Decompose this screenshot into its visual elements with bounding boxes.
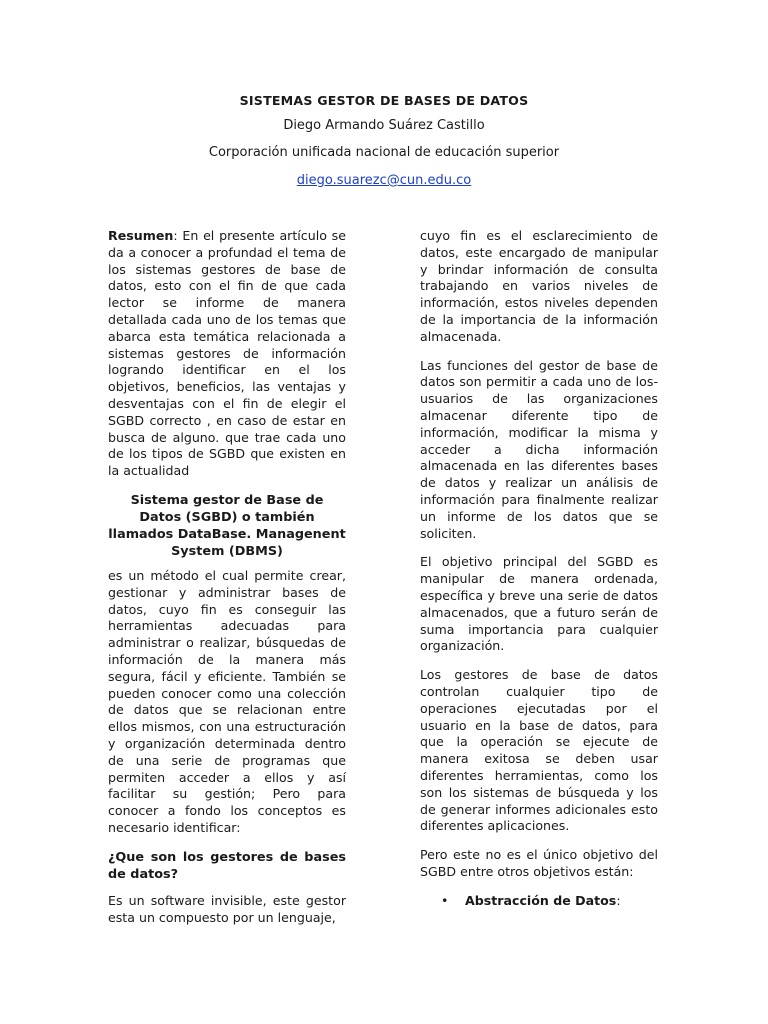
author-email: [0, 173, 768, 190]
objectives-list: [420, 893, 658, 910]
author-name: Diego Armando Suárez Castillo: [283, 118, 485, 133]
bullet-label: Abstracción de Datos: [465, 892, 617, 908]
list-item: [420, 893, 658, 910]
bullet-suffix: :: [616, 892, 621, 908]
gestores-paragraph: Es un software invisible, este gestor esta un compuesto por un lenguaje,: [108, 892, 346, 925]
affiliation: Corporación unificada nacional de educación superior: [208, 145, 560, 160]
paper-title: SISTEMAS GESTOR DE BASES DE DATOS: [239, 93, 529, 108]
abstract-label: Resumen: [108, 228, 174, 243]
section-heading-sgbd: Sistema gestor de Base de Datos (SGBD) o también llamados DataBase. Managenent System (DBMS): [108, 492, 346, 559]
right-paragraph-5: Pero este no es el único objetivo del SGBD entre otros objetivos están:: [420, 847, 658, 879]
bullet-icon: •: [441, 892, 449, 908]
right-paragraph-2: Las funciones del gestor de base de datos son permitir a cada uno de los- usuarios de las organizaciones almacenar diferente tipo de información, modificar la misma y acceder a dicha información almacenada en las diferentes bases de datos y realizar un análisis de información para finalmente realizar un informe de los datos que se soliciten.: [420, 357, 658, 541]
left-column: [108, 228, 346, 938]
right-paragraph-3: El objetivo principal del SGBD es manipular de manera ordenada, específica y breve una serie de datos almacenados, que a futuro serán de suma importancia para cualquier organización.: [420, 554, 658, 654]
abstract-paragraph: [108, 228, 346, 480]
section-heading-gestores: ¿Que son los gestores de bases de datos?: [108, 849, 346, 882]
right-column: [420, 228, 658, 909]
email-link[interactable]: diego.suarezc@cun.edu.co: [296, 173, 472, 188]
abstract-text: : En el presente artículo se da a conocer a profundad el tema de los sistemas gestores de base de datos, esto con el fin de que cada lector se informe de manera detallada cada uno de los temas que abarca esta temática relacionada a sistemas gestores de información logrando identificar en el los objetivos, beneficios, las ventajas y desventajas con el fin de elegir el SGBD correcto , en caso de estar en busca de alguno. que trae cada uno de los tipos de SGBD que existen en la actualidad: [108, 228, 346, 479]
right-paragraph-1: cuyo fin es el esclarecimiento de datos, este encargado de manipular y brindar información de consulta trabajando en varios niveles de información, estos niveles dependen de la importancia de la información almacenada.: [420, 228, 658, 344]
sgbd-definition-paragraph: es un método el cual permite crear, gestionar y administrar bases de datos, cuyo fin es conseguir las herramientas adecuadas para administrar o realizar, búsquedas de información de la manera más segura, fácil y eficiente. También se pueden conocer como una colección de datos que se relacionan entre ellos mismos, con una estructuración y organización determinada dentro de una serie de programas que permiten acceder a ellos y así facilitar su gestión; Pero para conocer a fondo los conceptos es necesario identificar:: [108, 567, 346, 835]
right-paragraph-4: Los gestores de base de datos controlan cualquier tipo de operaciones ejecutadas por el usuario en la base de datos, para que la operación se ejecute de manera exitosa se deben usar diferentes herramientas, como los son los sistemas de búsqueda y los de generar informes adicionales esto diferentes aplicaciones.: [420, 667, 658, 834]
